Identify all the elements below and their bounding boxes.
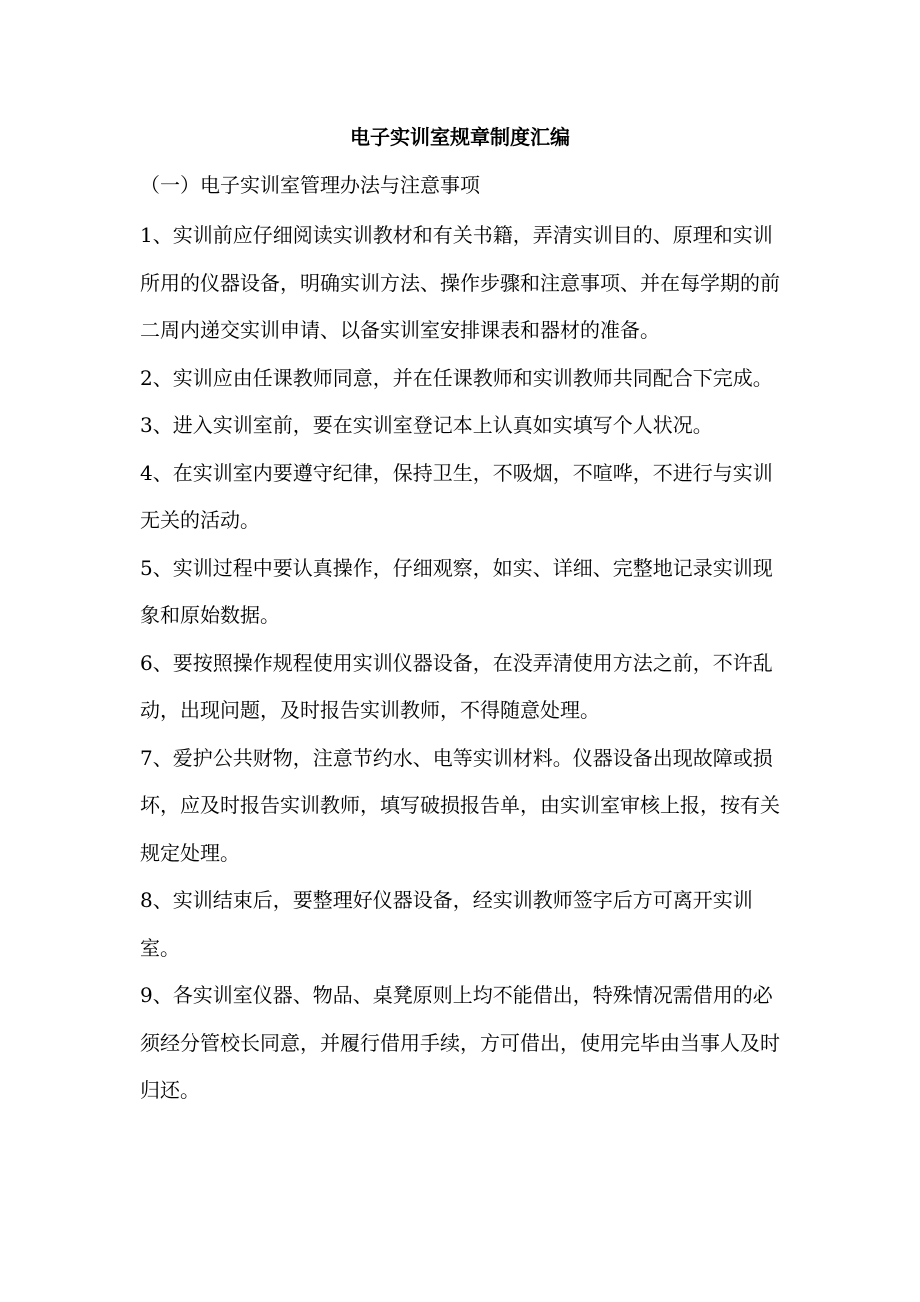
section-heading: （一）电子实训室管理办法与注意事项 xyxy=(140,173,480,197)
rule-paragraph-7: 7、爱护公共财物，注意节约水、电等实训材料。仪器设备出现故障或损坏，应及时报告实训教师，填写破损报告单，由实训室审核上报，按有关规定处理。 xyxy=(140,745,780,865)
rule-paragraph-4: 4、在实训室内要遵守纪律，保持卫生，不吸烟，不喧哗，不进行与实训无关的活动。 xyxy=(140,460,773,532)
document-body xyxy=(140,212,790,1115)
rule-paragraph-9: 9、各实训室仪器、物品、桌凳原则上均不能借出，特殊情况需借用的必须经分管校长同意，并履行借用手续，方可借出，使用完毕由当事人及时归还。 xyxy=(140,983,780,1102)
rule-paragraph-1: 1、实训前应仔细阅读实训教材和有关书籍，弄清实训目的、原理和实训所用的仪器设备，明确实训方法、操作步骤和注意事项、并在每学期的前二周内递交实训申请、以备实训室安排课表和器材的准备。 xyxy=(140,223,780,342)
document-title: 电子实训室规章制度汇编 xyxy=(350,125,570,149)
rule-paragraph-6: 6、要按照操作规程使用实训仪器设备，在没弄清使用方法之前，不许乱动，出现问题，及时报告实训教师，不得随意处理。 xyxy=(140,650,773,722)
rule-paragraph-5: 5、实训过程中要认真操作，仔细观察，如实、详细、完整地记录实训现象和原始数据。 xyxy=(140,555,773,627)
rule-paragraph-8: 8、实训结束后，要整理好仪器设备，经实训教师签字后方可离开实训室。 xyxy=(140,888,753,960)
rule-paragraph-3: 3、进入实训室前，要在实训室登记本上认真如实填写个人状况。 xyxy=(140,413,713,437)
rule-paragraph-2: 2、实训应由任课教师同意，并在任课教师和实训教师共同配合下完成。 xyxy=(140,365,773,390)
